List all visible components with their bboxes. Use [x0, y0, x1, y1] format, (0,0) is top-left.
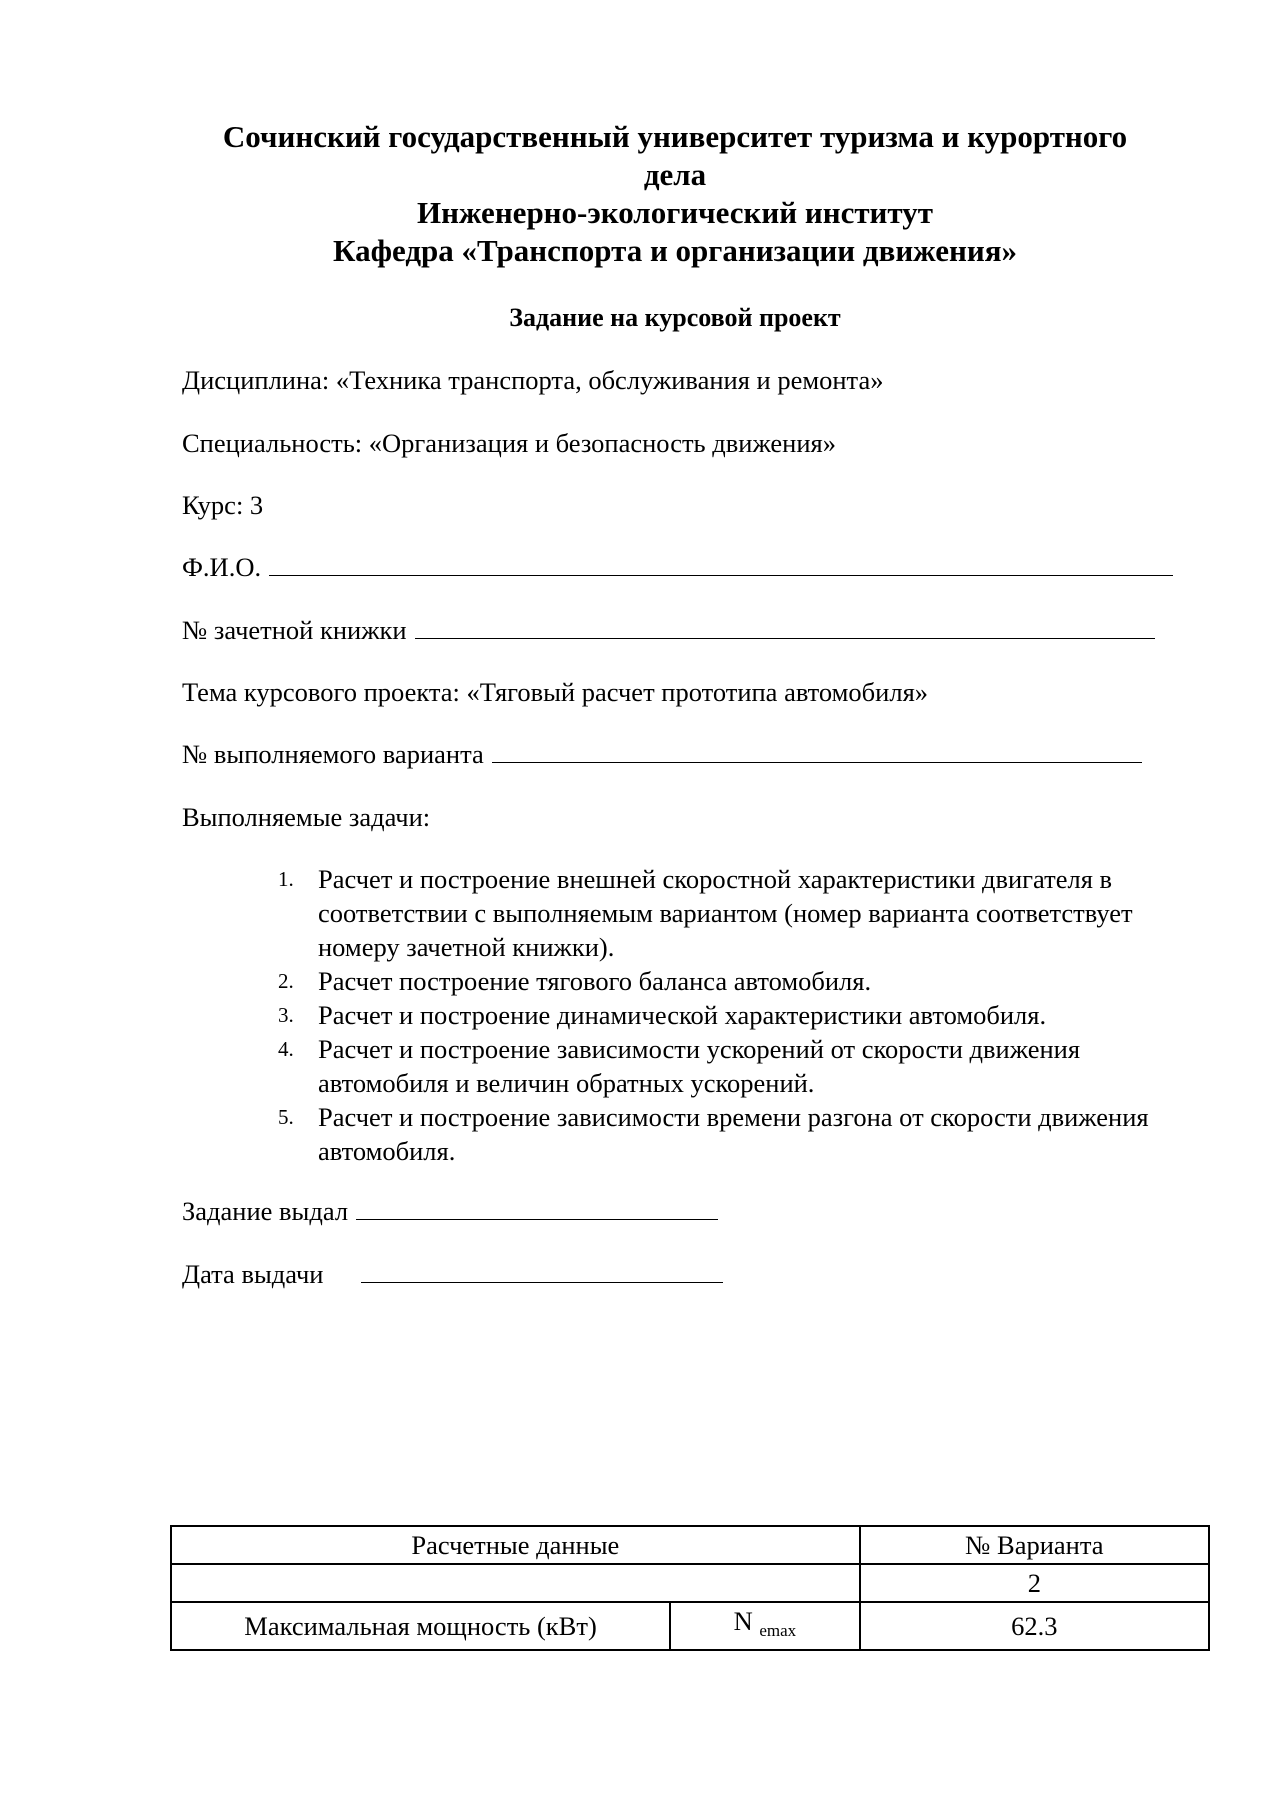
record-book-blank-line[interactable] [415, 618, 1155, 639]
calculation-data-table [170, 1525, 1210, 1651]
header-calculation-data: Расчетные данные [171, 1526, 860, 1564]
tasks-list [278, 862, 1198, 1168]
table-row [171, 1602, 1209, 1650]
header-university-cont: дела [643, 157, 707, 192]
fio-label: Ф.И.О. [182, 552, 262, 582]
tasks-label: Выполняемые задачи: [182, 802, 431, 832]
task-item [278, 862, 1198, 964]
record-book-field [182, 614, 1155, 646]
symbol-main: N [733, 1606, 753, 1636]
header-institute: Инженерно-экологический институт [417, 195, 933, 230]
issue-date-label: Дата выдачи [182, 1259, 324, 1289]
task-item [278, 998, 1198, 1032]
empty-cell [171, 1564, 860, 1602]
task-text: Расчет и построение динамической характеристики автомобиля. [318, 1000, 1047, 1030]
issue-date-field [182, 1258, 723, 1290]
task-item [278, 1100, 1198, 1168]
table-row [171, 1564, 1209, 1602]
fio-field [182, 551, 1173, 583]
task-text: Расчет и построение зависимости времени разгона от скорости движения автомобиля. [318, 1102, 1149, 1166]
header-university: Сочинский государственный университет туризма и курортного [222, 119, 1128, 154]
table-header-row [171, 1526, 1209, 1564]
variant-number-cell: 2 [860, 1564, 1209, 1602]
issued-by-label: Задание выдал [182, 1196, 349, 1226]
header-department: Кафедра «Транспорта и организации движения» [333, 233, 1017, 268]
record-book-label: № зачетной книжки [182, 615, 407, 645]
symbol-subscript: emax [759, 1621, 797, 1640]
task-item [278, 964, 1198, 998]
task-text: Расчет и построение внешней скоростной характеристики двигателя в соответствии с выполняемым вариантом (номер варианта соответствует номеру зачетной книжки). [318, 864, 1133, 962]
variant-field [182, 738, 1142, 770]
issue-date-blank-line[interactable] [361, 1262, 723, 1283]
issued-by-blank-line[interactable] [356, 1199, 718, 1220]
document-header [160, 118, 1190, 270]
specialty-field: Специальность: «Организация и безопасность движения» [182, 428, 836, 458]
max-power-label-cell: Максимальная мощность (кВт) [171, 1602, 670, 1650]
discipline-field: Дисциплина: «Техника транспорта, обслуживания и ремонта» [182, 365, 884, 395]
variant-label: № выполняемого варианта [182, 739, 484, 769]
task-number: 3. [278, 1003, 294, 1027]
task-item [278, 1032, 1198, 1100]
document-subtitle: Задание на курсовой проект [509, 303, 841, 332]
task-number: 1. [278, 867, 294, 891]
issued-by-field [182, 1195, 718, 1227]
topic-field: Тема курсового проекта: «Тяговый расчет прототипа автомобиля» [182, 677, 929, 707]
course-field: Курс: 3 [182, 490, 264, 520]
max-power-symbol-cell [670, 1602, 860, 1650]
header-variant-number: № Варианта [860, 1526, 1209, 1564]
task-number: 5. [278, 1105, 294, 1129]
max-power-value-cell: 62.3 [860, 1602, 1209, 1650]
task-number: 2. [278, 969, 294, 993]
task-text: Расчет и построение зависимости ускорений от скорости движения автомобиля и величин обратных ускорений. [318, 1034, 1081, 1098]
task-text: Расчет построение тягового баланса автомобиля. [318, 966, 872, 996]
task-number: 4. [278, 1037, 294, 1061]
variant-blank-line[interactable] [492, 742, 1142, 763]
fio-blank-line[interactable] [269, 555, 1173, 576]
